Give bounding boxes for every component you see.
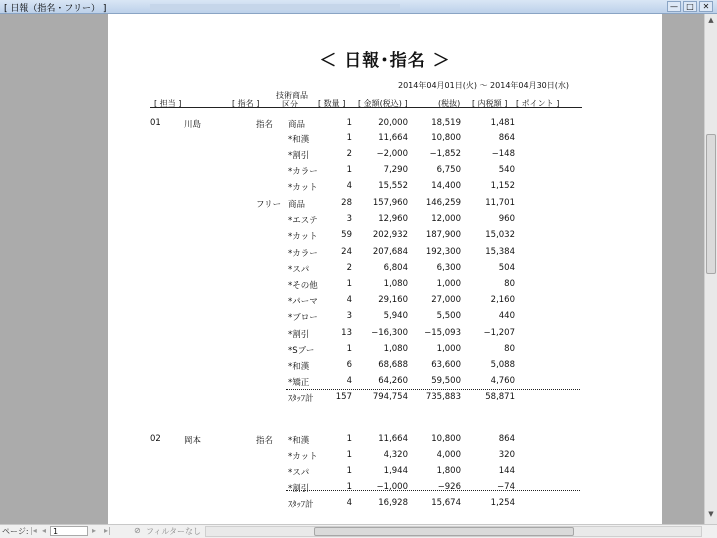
table-row — [108, 311, 662, 325]
cell-qty: 1 — [346, 450, 352, 460]
cell-inc: 540 — [498, 165, 515, 175]
cell-cat: *和漢 — [288, 362, 310, 372]
header-underline — [150, 107, 582, 108]
cell-qty: 3 — [346, 311, 352, 321]
table-row — [108, 165, 662, 179]
cell-amt: −1,000 — [376, 482, 408, 492]
cell-tax: 1,000 — [436, 279, 461, 289]
filter-status[interactable]: フィルターなし — [146, 527, 202, 536]
cell-sel: フリー — [256, 200, 282, 210]
cell-amt: 15,552 — [378, 181, 408, 191]
cell-tax: 187,900 — [425, 230, 461, 240]
cell-cat: *和漢 — [288, 436, 310, 446]
cell-qty: 1 — [346, 466, 352, 476]
window-titlebar — [0, 0, 717, 14]
table-row — [108, 198, 662, 212]
table-row — [108, 466, 662, 480]
cell-inc: 1,254 — [490, 498, 515, 508]
table-row — [108, 482, 662, 496]
cell-qty: 4 — [346, 498, 352, 508]
prev-page-icon[interactable]: ◂ — [42, 526, 47, 535]
table-row — [108, 149, 662, 163]
table-row — [108, 118, 662, 132]
cell-cat: *カット — [288, 452, 318, 462]
date-range: 2014年04月01日(火) ～ 2014年04月30日(水) — [398, 81, 570, 90]
cell-amt: −2,000 — [376, 149, 408, 159]
cell-inc: 960 — [498, 214, 515, 224]
first-page-icon[interactable]: |◂ — [30, 526, 37, 535]
cell-qty: 4 — [346, 181, 352, 191]
table-row — [108, 434, 662, 448]
cell-qty: 157 — [335, 392, 352, 402]
cell-tax: 6,750 — [436, 165, 461, 175]
table-row — [108, 133, 662, 147]
table-row — [108, 360, 662, 374]
cell-inc: 11,701 — [485, 198, 515, 208]
cell-inc: 80 — [504, 279, 515, 289]
status-bar — [0, 524, 717, 538]
cell-cat: *和漢 — [288, 135, 310, 145]
cell-tax: 27,000 — [431, 295, 461, 305]
filter-icon: ⊘ — [134, 526, 141, 535]
table-row — [108, 279, 662, 293]
titlebar-blurred-tabs — [150, 4, 400, 10]
cell-cat: *矯正 — [288, 378, 310, 388]
page-label: ページ: — [2, 527, 29, 536]
cell-inc: 5,088 — [490, 360, 515, 370]
cell-amt: 4,320 — [383, 450, 408, 460]
header-staff: [ 担当 ] — [154, 99, 182, 108]
cell-inc: 15,384 — [485, 247, 515, 257]
cell-cat: *スパ — [288, 468, 310, 478]
minimize-button[interactable]: — — [667, 1, 681, 12]
cell-amt: 1,080 — [383, 344, 408, 354]
cell-tax: 1,000 — [436, 344, 461, 354]
cell-tax: 6,300 — [436, 263, 461, 273]
cell-inc: 320 — [498, 450, 515, 460]
cell-code: 02 — [150, 434, 161, 444]
cell-tax: 15,674 — [431, 498, 461, 508]
table-row — [108, 450, 662, 464]
cell-sel: 指名 — [256, 436, 274, 446]
cell-amt: 5,940 — [383, 311, 408, 321]
cell-amt: 157,960 — [372, 198, 408, 208]
table-row — [108, 181, 662, 195]
cell-amt: 64,260 — [378, 376, 408, 386]
cell-qty: 3 — [346, 214, 352, 224]
report-page — [108, 14, 662, 524]
cell-cat: *割引 — [288, 484, 310, 494]
cell-tax: 4,000 — [436, 450, 461, 460]
cell-qty: 6 — [346, 360, 352, 370]
cell-inc: 1,481 — [490, 118, 515, 128]
cell-inc: 2,160 — [490, 295, 515, 305]
cell-amt: 16,928 — [378, 498, 408, 508]
scroll-up-icon[interactable]: ▲ — [708, 16, 714, 24]
cell-amt: 202,932 — [372, 230, 408, 240]
cell-amt: 12,960 — [378, 214, 408, 224]
report-title: ＜ 日報･指名 ＞ — [319, 51, 451, 71]
cell-tax: 10,800 — [431, 434, 461, 444]
cell-cat: *カラー — [288, 167, 318, 177]
cell-cat: *ブロー — [288, 313, 318, 323]
cell-cat: *パーマ — [288, 297, 318, 307]
cell-inc: 15,032 — [485, 230, 515, 240]
cell-qty: 1 — [346, 482, 352, 492]
cell-cat: ｽﾀｯﾌ計 — [288, 394, 314, 404]
page-number-input[interactable]: 1 — [50, 526, 88, 536]
cell-qty: 59 — [341, 230, 352, 240]
cell-amt: 11,664 — [378, 133, 408, 143]
cell-qty: 1 — [346, 133, 352, 143]
cell-qty: 1 — [346, 344, 352, 354]
cell-amt: −16,300 — [371, 328, 408, 338]
cell-cat: *カット — [288, 232, 318, 242]
cell-cat: *その他 — [288, 281, 318, 291]
window-controls — [667, 1, 713, 12]
cell-amt: 1,944 — [383, 466, 408, 476]
cell-amt: 207,684 — [372, 247, 408, 257]
table-row — [108, 263, 662, 277]
cell-inc: 144 — [498, 466, 515, 476]
vertical-scroll-thumb[interactable] — [706, 134, 716, 274]
cell-tax: −15,093 — [424, 328, 461, 338]
scroll-down-icon[interactable]: ▼ — [708, 510, 714, 518]
cell-inc: 440 — [498, 311, 515, 321]
cell-tax: −1,852 — [429, 149, 461, 159]
maximize-button[interactable]: □ — [683, 1, 697, 12]
cell-inc: 80 — [504, 344, 515, 354]
cell-qty: 24 — [341, 247, 352, 257]
cell-qty: 1 — [346, 434, 352, 444]
table-row — [108, 214, 662, 228]
subtotal-dotted-line — [286, 490, 580, 491]
cell-amt: 6,804 — [383, 263, 408, 273]
table-row — [108, 247, 662, 261]
cell-tax: 192,300 — [425, 247, 461, 257]
cell-inc: 1,152 — [490, 181, 515, 191]
cell-tax: 14,400 — [431, 181, 461, 191]
cell-qty: 1 — [346, 279, 352, 289]
cell-inc: −148 — [491, 149, 515, 159]
table-row — [108, 344, 662, 358]
cell-tax: 146,259 — [425, 198, 461, 208]
cell-name: 岡本 — [184, 436, 202, 446]
cell-tax: 10,800 — [431, 133, 461, 143]
header-included-tax: [ 内税額 ] — [472, 99, 508, 108]
cell-cat: ｽﾀｯﾌ計 — [288, 500, 314, 510]
cell-tax: 18,519 — [431, 118, 461, 128]
cell-cat: *割引 — [288, 151, 310, 161]
cell-tax: 735,883 — [425, 392, 461, 402]
cell-amt: 68,688 — [378, 360, 408, 370]
header-tax-excluded: (税抜) — [438, 99, 461, 108]
cell-amt: 29,160 — [378, 295, 408, 305]
cell-cat: *エステ — [288, 216, 318, 226]
cell-inc: 504 — [498, 263, 515, 273]
cell-tax: 1,800 — [436, 466, 461, 476]
cell-cat: *割引 — [288, 330, 310, 340]
cell-cat: *カット — [288, 183, 318, 193]
cell-amt: 1,080 — [383, 279, 408, 289]
cell-inc: −1,207 — [483, 328, 515, 338]
cell-qty: 2 — [346, 149, 352, 159]
header-quantity: [ 数量 ] — [318, 99, 346, 108]
cell-amt: 794,754 — [372, 392, 408, 402]
header-select: [ 指名 ] — [232, 99, 260, 108]
header-point: [ ポイント ] — [516, 99, 560, 108]
cell-amt: 7,290 — [383, 165, 408, 175]
cell-inc: 864 — [498, 434, 515, 444]
cell-qty: 28 — [341, 198, 352, 208]
cell-code: 01 — [150, 118, 161, 128]
table-row — [108, 376, 662, 390]
table-row — [108, 230, 662, 244]
close-button[interactable]: ✕ — [699, 1, 713, 12]
header-amount: [ 金額(税込) ] — [358, 99, 408, 108]
cell-inc: 4,760 — [490, 376, 515, 386]
table-row — [108, 295, 662, 309]
cell-inc: −74 — [497, 482, 515, 492]
cell-tax: 12,000 — [431, 214, 461, 224]
cell-qty: 2 — [346, 263, 352, 273]
header-category-line1: 技術商品 — [276, 91, 308, 100]
cell-qty: 4 — [346, 376, 352, 386]
window-title: [ 日報（指名・フリー） ] — [4, 4, 107, 14]
next-page-icon[interactable]: ▸ — [92, 526, 97, 535]
last-page-icon[interactable]: ▸| — [104, 526, 111, 535]
horizontal-scrollbar[interactable] — [205, 526, 702, 537]
cell-tax: −926 — [437, 482, 461, 492]
table-row — [108, 392, 662, 406]
cell-qty: 1 — [346, 118, 352, 128]
cell-cat: *カラー — [288, 249, 318, 259]
table-row — [108, 328, 662, 342]
subtotal-dotted-line — [286, 389, 580, 390]
cell-cat: *スパ — [288, 265, 310, 275]
cell-inc: 58,871 — [485, 392, 515, 402]
cell-tax: 59,500 — [431, 376, 461, 386]
horizontal-scroll-thumb[interactable] — [314, 527, 574, 536]
table-row — [108, 498, 662, 512]
cell-cat: 商品 — [288, 200, 306, 210]
cell-qty: 13 — [341, 328, 352, 338]
vertical-scrollbar[interactable] — [704, 14, 717, 524]
cell-qty: 1 — [346, 165, 352, 175]
header-category-line2: 区分 — [282, 100, 298, 109]
cell-inc: 864 — [498, 133, 515, 143]
cell-sel: 指名 — [256, 120, 274, 130]
cell-amt: 11,664 — [378, 434, 408, 444]
cell-amt: 20,000 — [378, 118, 408, 128]
cell-name: 川島 — [184, 120, 202, 130]
cell-cat: 商品 — [288, 120, 306, 130]
cell-cat: *Sブー — [288, 346, 315, 356]
cell-tax: 5,500 — [436, 311, 461, 321]
cell-qty: 4 — [346, 295, 352, 305]
cell-tax: 63,600 — [431, 360, 461, 370]
